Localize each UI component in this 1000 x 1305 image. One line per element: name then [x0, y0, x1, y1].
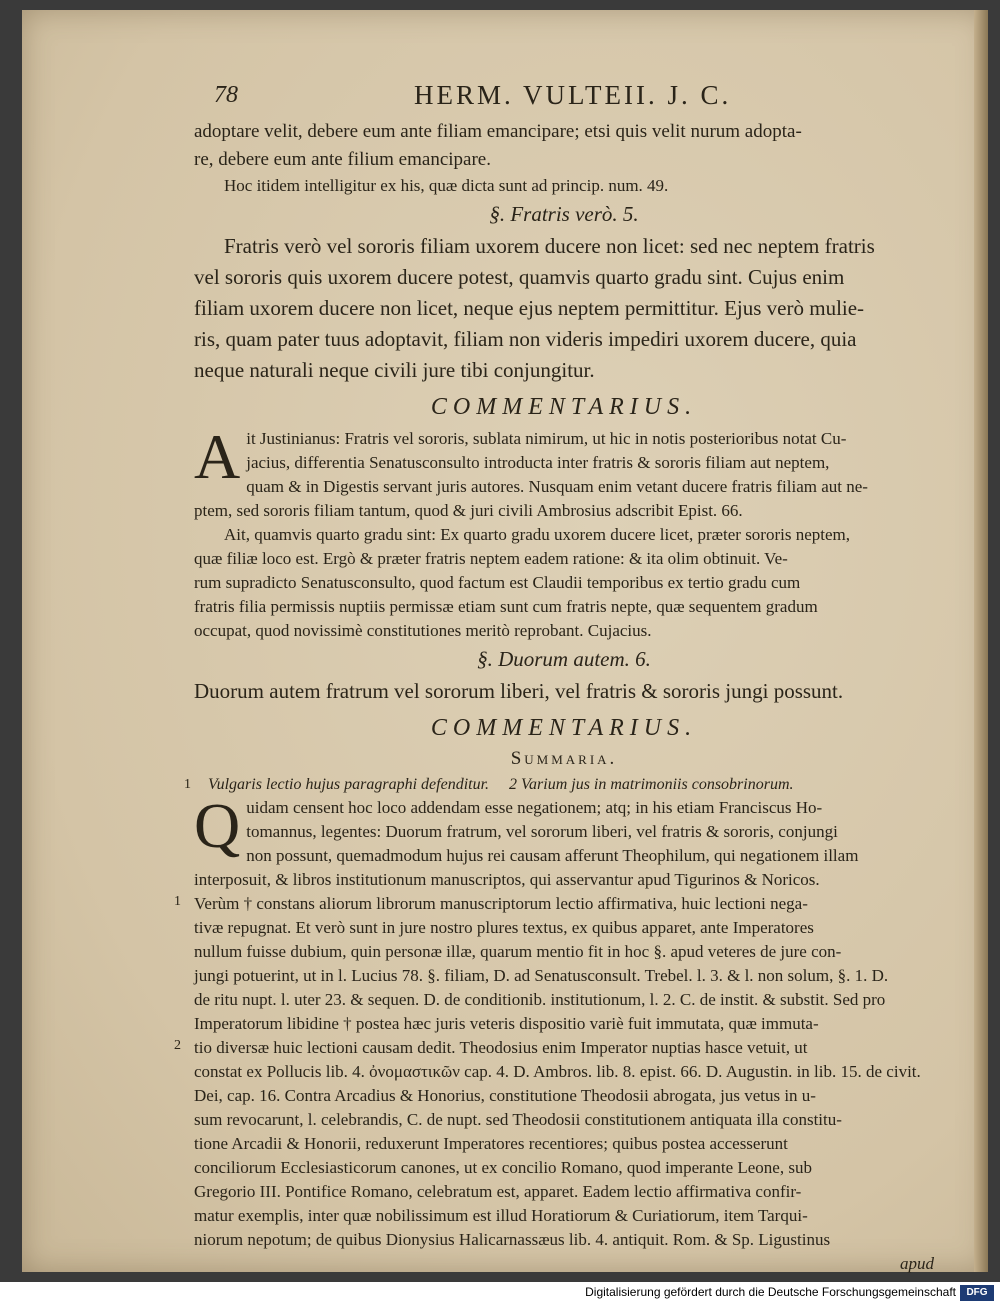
- summary-item: Vulgaris lectio hujus paragraphi defenditur.: [208, 776, 490, 793]
- text-line: Ait, quamvis quarto gradu sint: Ex quarto gradu uxorem ducere licet, præter sororis neptem,: [224, 525, 851, 544]
- text-line: interposuit, & libros institutionum manuscriptos, qui asservantur apud Tigurinos & Noricos.: [194, 870, 820, 889]
- text-line: it Justinianus: Fratris vel sororis, sublata nimirum, ut hic in notis posterioribus notat Cu-: [246, 429, 847, 448]
- summary-number: 2: [509, 776, 518, 793]
- text-line: nullum fuisse dubium, quin personæ illæ, quarum mentio fit in hoc §. apud veteres de jure con-: [194, 942, 842, 961]
- text-line: conciliorum Ecclesiasticorum canones, ut ex concilio Romano, quod imperante Leone, sub: [194, 1158, 812, 1177]
- text-line: rum supradicto Senatusconsulto, quod factum est Claudii temporibus ex tertio gradu cum: [194, 573, 801, 592]
- text-line: neque naturali neque civili jure tibi conjungitur.: [194, 358, 595, 382]
- reference-note: Hoc itidem intelligitur ex his, quæ dicta sunt ad princip. num. 49.: [224, 176, 669, 195]
- text-line: uidam censent hoc loco addendam esse negationem; atq; in his etiam Franciscus Ho-: [246, 798, 823, 817]
- digitization-footer: [0, 1282, 1000, 1305]
- page-spine-shadow: [974, 10, 988, 1272]
- text-line: Dei, cap. 16. Contra Arcadius & Honorius, constitutione Theodosii abrogata, jus vetus in u-: [194, 1086, 816, 1105]
- text-line: tione Arcadii & Honorii, reduxerunt Imperatores recentiores; quibus postea accesserunt: [194, 1134, 788, 1153]
- drop-cap: Q: [194, 790, 241, 861]
- summaria-list: [184, 774, 934, 796]
- running-head: [194, 78, 934, 118]
- commentarius-heading: COMMENTARIUS.: [430, 715, 698, 741]
- text-line: ris, quam pater tuus adoptavit, filiam non videris impediri uxorem ducere, quia: [194, 327, 857, 351]
- text-line: filiam uxorem ducere non licet, neque ejus neptem permittitur. Ejus verò mulie-: [194, 296, 865, 320]
- text-line: occupat, quod novissimè constitutiones meritò reprobant. Cujacius.: [194, 621, 652, 640]
- catchword: apud: [900, 1254, 934, 1273]
- summaria-heading: Summaria.: [510, 748, 618, 769]
- funding-notice: Digitalisierung gefördert durch die Deutsche Forschungsgemeinschaft: [585, 1285, 956, 1299]
- text-line: vel sororis quis uxorem ducere potest, quamvis quarto gradu sint. Cujus enim: [194, 265, 845, 289]
- commentarius-2-body: [174, 790, 934, 1276]
- text-line: tomannus, legentes: Duorum fratrum, vel sororum liberi, vel fratris & sororis, conjungi: [246, 822, 838, 841]
- text-line: Fratris verò vel sororis filiam uxorem ducere non licet: sed nec neptem fratris: [224, 234, 875, 258]
- page-number: 78: [214, 82, 238, 108]
- margin-number: 2: [174, 1038, 181, 1053]
- text-line: de ritu nupt. l. uter 23. & sequen. D. de conditionib. institutionum, l. 2. C. de instit. & substit. Sed pro: [194, 990, 886, 1009]
- summary-item: Varium jus in matrimoniis consobrinorum.: [521, 776, 794, 793]
- text-line: sum revocarunt, l. celebrandis, C. de nupt. sed Theodosii constitutionem antiquata illa constitu-: [194, 1110, 842, 1129]
- dfg-logo[interactable]: DFG: [960, 1285, 994, 1301]
- text-line: jacius, differentia Senatusconsulto introducta inter fratris & sororis filiam aut neptem,: [246, 453, 830, 472]
- text-line: Imperatorum libidine † postea hæc juris veteris dispositio variè fuit immutata, quæ immuta-: [194, 1014, 819, 1033]
- commentarius-1-body: [194, 421, 934, 643]
- text-line: tivæ repugnat. Et verò sunt in jure nostro plures textus, ex quibus apparet, ante Imperatores: [194, 918, 814, 937]
- text-line: fratris filia permissis nuptiis permissæ etiam sunt cum fratris nepte, quæ sequentem gradum: [194, 597, 818, 616]
- text-line: non possunt, quemadmodum hujus rei causam afferunt Theophilum, qui negationem illam: [246, 846, 859, 865]
- text-line: constat ex Pollucis lib. 4. ὀνομαστικῶν cap. 4. D. Ambros. lib. 8. epist. 66. D. Augustin. in lib. 15. de civit.: [194, 1062, 921, 1081]
- margin-number: 1: [174, 894, 181, 909]
- text-line: niorum nepotum; de quibus Dionysius Halicarnassæus lib. 4. antiquit. Rom. & Sp. Ligustinus: [194, 1230, 831, 1249]
- summary-number: 1: [184, 777, 191, 792]
- running-title: HERM. VULTEII. J. C.: [414, 80, 732, 110]
- text-line: re, debere eum ante filium emancipare.: [194, 149, 491, 170]
- drop-cap: A: [194, 421, 241, 492]
- text-line: Duorum autem fratrum vel sororum liberi, vel fratris & sororis jungi possunt.: [194, 679, 844, 703]
- text-line: Verùm † constans aliorum librorum manuscriptorum lectio affirmativa, huic lectioni nega-: [194, 894, 808, 913]
- text-line: tio diversæ huic lectioni causam dedit. Theodosius enim Imperator nuptias hasce vetuit, ut: [194, 1038, 808, 1057]
- text-line: ptem, sed sororis filiam tantum, quod & juri civili Ambrosius adscribit Epist. 66.: [194, 501, 743, 520]
- text-line: matur exemplis, inter quæ nobilissimum est illud Horatiorum & Curiatiorum, item Tarqui-: [194, 1206, 808, 1225]
- commentarius-heading: COMMENTARIUS.: [430, 394, 698, 420]
- text-line: Gregorio III. Pontifice Romano, celebratum est, apparet. Eadem lectio affirmativa confir-: [194, 1182, 802, 1201]
- section-6-title: §. Duorum autem. 6.: [477, 647, 651, 671]
- text-line: quæ filiæ loco est. Ergò & præter fratris neptem eadem ratione: & ita olim obtinuit. Ve-: [194, 549, 788, 568]
- page-content: [174, 78, 934, 1276]
- text-line: adoptare velit, debere eum ante filiam emancipare; etsi quis velit nurum adopta-: [194, 121, 802, 142]
- section-5-title: §. Fratris verò. 5.: [489, 202, 639, 226]
- text-line: jungi potuerint, ut in l. Lucius 78. §. filiam, D. ad Senatusconsult. Trebel. l. 3. & l. non solum, §. 1. D.: [194, 966, 889, 985]
- text-line: quam & in Digestis servant juris autores. Nusquam enim vetant ducere fratris filiam aut ne-: [246, 477, 868, 496]
